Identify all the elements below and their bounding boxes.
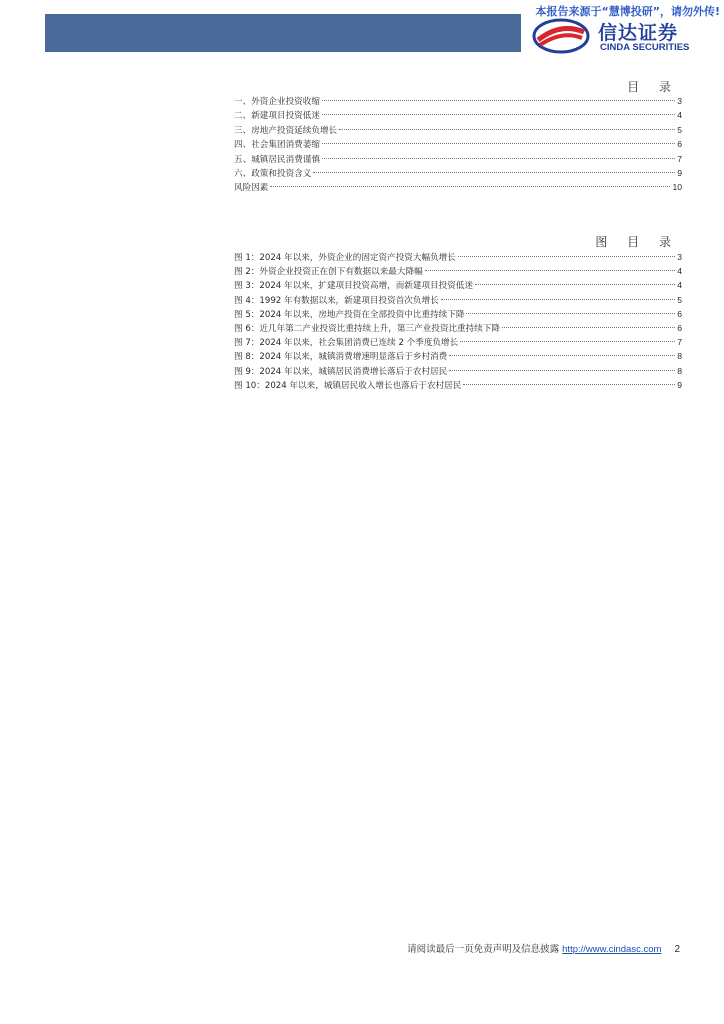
dot-leader [466,313,675,314]
dot-leader [322,114,675,115]
dot-leader [339,129,675,130]
page-number: 2 [674,944,680,955]
figure-entry-page: 4 [677,280,682,291]
figure-entry-label: 图 3：2024 年以来，扩建项目投资高增，而新建项目投资低迷 [234,281,474,292]
toc-title: 目 录 [627,80,679,94]
figure-entry[interactable] [234,278,682,292]
toc-entry-page: 6 [677,139,682,150]
toc-entry-label: 六、政策和投资含义 [234,168,312,179]
toc-list [234,94,682,195]
toc-entry[interactable] [234,152,682,166]
figure-entry-label: 图 8：2024 年以来，城镇消费增速明显落后于乡村消费 [234,352,448,363]
toc-entry-label: 四、社会集团消费萎缩 [234,140,320,151]
figure-entry-label: 图 9：2024 年以来，城镇居民消费增长落后于农村居民 [234,366,448,377]
figures-toc-list [234,250,682,392]
dot-leader [458,256,675,257]
dot-leader [502,327,675,328]
toc-entry-page: 9 [677,167,682,178]
toc-entry-label: 风险因素 [234,183,269,194]
dot-leader [322,143,675,144]
toc-entry-label: 五、城镇居民消费谨慎 [234,154,320,165]
header-band [45,14,521,52]
toc-entry-page: 3 [677,96,682,106]
logo-english-text: CINDA SECURITIES [600,42,690,53]
toc-entry[interactable] [234,108,682,122]
figure-entry-label: 图 6：近几年第二产业投资比重持续上升，第三产业投资比重持续下降 [234,323,501,334]
figure-entry-label: 图 1：2024 年以来，外资企业的固定资产投资大幅负增长 [234,253,456,263]
figure-entry-page: 5 [677,294,682,305]
figures-toc-title: 图 目 录 [595,235,679,249]
toc-entry[interactable] [234,180,682,194]
cinda-logo [532,18,712,54]
figure-entry-page: 9 [677,379,682,390]
figure-entry[interactable] [234,364,682,378]
toc-entry-page: 7 [677,153,682,164]
dot-leader [322,100,675,101]
figure-entry-label: 图 4：1992 年有数据以来，新建项目投资首次负增长 [234,295,439,306]
dot-leader [460,341,675,342]
toc-entry-page: 10 [672,182,682,193]
figure-entry[interactable] [234,378,682,392]
toc-entry-label: 三、房地产投资延续负增长 [234,125,338,136]
figure-entry-page: 6 [677,308,682,319]
dot-leader [313,172,675,173]
figure-entry-page: 8 [677,351,682,362]
toc-entry-label: 一、外资企业投资收缩 [234,97,320,107]
dot-leader [270,186,670,187]
toc-entry[interactable] [234,94,682,108]
disclaimer-note: 请阅读最后一页免责声明及信息披露 [407,944,560,955]
figure-entry-page: 4 [677,266,682,277]
figure-entry-page: 6 [677,322,682,333]
toc-entry[interactable] [234,123,682,137]
figure-entry-label: 图 7：2024 年以来，社会集团消费已连续 2 个季度负增长 [234,338,459,349]
dot-leader [449,370,675,371]
toc-entry-page: 5 [677,124,682,135]
figure-entry-label: 图 2：外资企业投资正在创下有数据以来最大降幅 [234,267,423,278]
dot-leader [441,299,676,300]
source-watermark: 本报告来源于“慧博投研”，请勿外传! [535,5,720,18]
logo-chinese-text: 信达证券 [598,22,679,44]
figure-entry[interactable] [234,307,682,321]
figure-entry[interactable] [234,250,682,264]
dot-leader [449,355,675,356]
figure-entry[interactable] [234,321,682,335]
toc-entry-page: 4 [677,110,682,121]
toc-entry[interactable] [234,166,682,180]
figure-entry-page: 7 [677,337,682,348]
figure-entry[interactable] [234,264,682,278]
page-footer [330,941,680,955]
figure-entry-label: 图 5：2024 年以来，房地产投资在全部投资中比重持续下降 [234,309,465,320]
dot-leader [322,158,675,159]
figure-entry-label: 图 10：2024 年以来，城镇居民收入增长也落后于农村居民 [234,380,462,391]
figure-entry[interactable] [234,335,682,349]
toc-entry[interactable] [234,137,682,151]
figure-entry[interactable] [234,293,682,307]
toc-entry-label: 二、新建项目投资低迷 [234,111,320,122]
cinda-logo-icon [532,18,590,54]
website-link[interactable]: http://www.cindasc.com [562,944,662,955]
figure-entry-page: 8 [677,365,682,376]
dot-leader [475,284,675,285]
dot-leader [463,384,675,385]
dot-leader [425,270,676,271]
figure-entry-page: 3 [677,252,682,262]
figure-entry[interactable] [234,349,682,363]
